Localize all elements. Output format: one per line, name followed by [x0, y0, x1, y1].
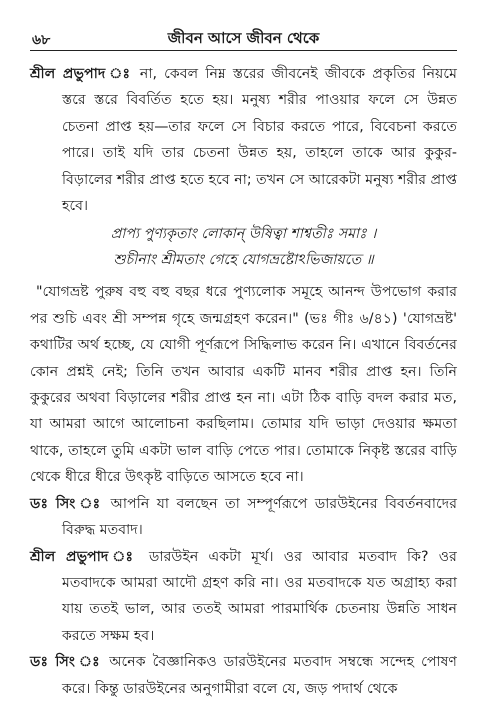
- sanskrit-verse: [30, 221, 457, 273]
- dialogue-text: আপনি যা বলছেন তা সম্পূর্ণরূপে ডারউইনের বিবর্তনবাদের বিরুদ্ধ মতবাদ।: [62, 495, 457, 539]
- page-body: [30, 61, 457, 702]
- page-header: [30, 24, 457, 51]
- speaker-label: ডঃ সিং ঃ: [30, 654, 103, 671]
- dialogue-paragraph: [30, 544, 457, 650]
- speaker-label: ডঃ সিং ঃ: [30, 495, 104, 512]
- speaker-label: শ্রীল প্রভুপাদ ঃ: [30, 548, 139, 565]
- purport-paragraph: "যোগভ্রষ্ট পুরুষ বহু বহু বছর ধরে পুণ্যলোক সমূহে আনন্দ উপভোগ করার পর শুচি এবং শ্রী সম্পন্ন গৃহে জন্মগ্রহণ করেন।" (ভঃ গীঃ ৬/৪১) 'যোগভ্রষ্ট' কথাটির অর্থ হচ্ছে, যে যোগী পূর্ণরূপে সিদ্ধিলাভ করেন নি। এখানে বিবর্তনের কোন প্রশ্নই নেই; তিনি তখন আবার একটি মানব শরীর প্রাপ্ত হন। তিনি কুকুরের অথবা বিড়ালের শরীর প্রাপ্ত হন না। এটা ঠিক বাড়ি বদল করার মত, যা আমরা আগে আলোচনা করছিলাম। তোমার যদি ভাড়া দেওয়ার ক্ষমতা থাকে, তাহলে তুমি একটা ভাল বাড়ি পেতে পার। তোমাকে নিকৃষ্ট স্তরের বাড়ি থেকে ধীরে ধীরে উৎকৃষ্ট বাড়িতে আসতে হবে না।: [30, 284, 457, 486]
- page-number: ৬৮: [32, 32, 51, 48]
- dialogue-text: অনেক বৈজ্ঞানিকও ডারউইনের মতবাদ সম্বন্ধে সন্দেহ পোষণ করে। কিন্তু ডারউইনের অনুগামীরা বলে যে, জড় পদার্থ থেকে: [62, 654, 458, 697]
- verse-line: শুচীনাং শ্রীমতাং গেহে যোগভ্রষ্টোঽভিজায়তে ॥: [113, 252, 374, 269]
- dialogue-paragraph: [30, 491, 457, 544]
- dialogue-paragraph: [30, 61, 457, 219]
- dialogue-paragraph: [30, 649, 457, 702]
- dialogue-text: না, কেবল নিম্ন স্তরের জীবনেই জীবকে প্রকৃতির নিয়মে স্তরে স্তরে বিবর্তিত হতে হয়। মনুষ্য শরীর পাওয়ার ফলে সে উন্নত চেতনা প্রাপ্ত হয়—তার ফলে সে বিচার করতে পারে, বিবেচনা করতে পারে। তাই যদি তার চেতনা উন্নত হয়, তাহলে তাকে আর কুকুর-বিড়ালের শরীর প্রাপ্ত হতে হবে না; তখন সে আরেকটা মনুষ্য শরীর প্রাপ্ত হবে।: [62, 66, 457, 215]
- verse-line: প্রাপ্য পুণ্যকৃতাং লোকান্ উষিত্বা শাশ্বতীঃ সমাঃ ।: [110, 226, 377, 243]
- speaker-label: শ্রীল প্রভুপাদ ঃ: [30, 66, 133, 82]
- running-title: জীবন আসে জীবন থেকে: [167, 29, 320, 47]
- dialogue-text: ডারউইন একটা মূর্খ। ওর আবার মতবাদ কি? ওর মতবাদকে আমরা আদৌ গ্রহণ করি না। ওর মতবাদকে যত অগ্রাহ্য করা যায় ততই ভাল, আর ততই আমরা পারমার্থিক চেতনায় উন্নতি সাধন করতে সক্ষম হব।: [62, 548, 457, 644]
